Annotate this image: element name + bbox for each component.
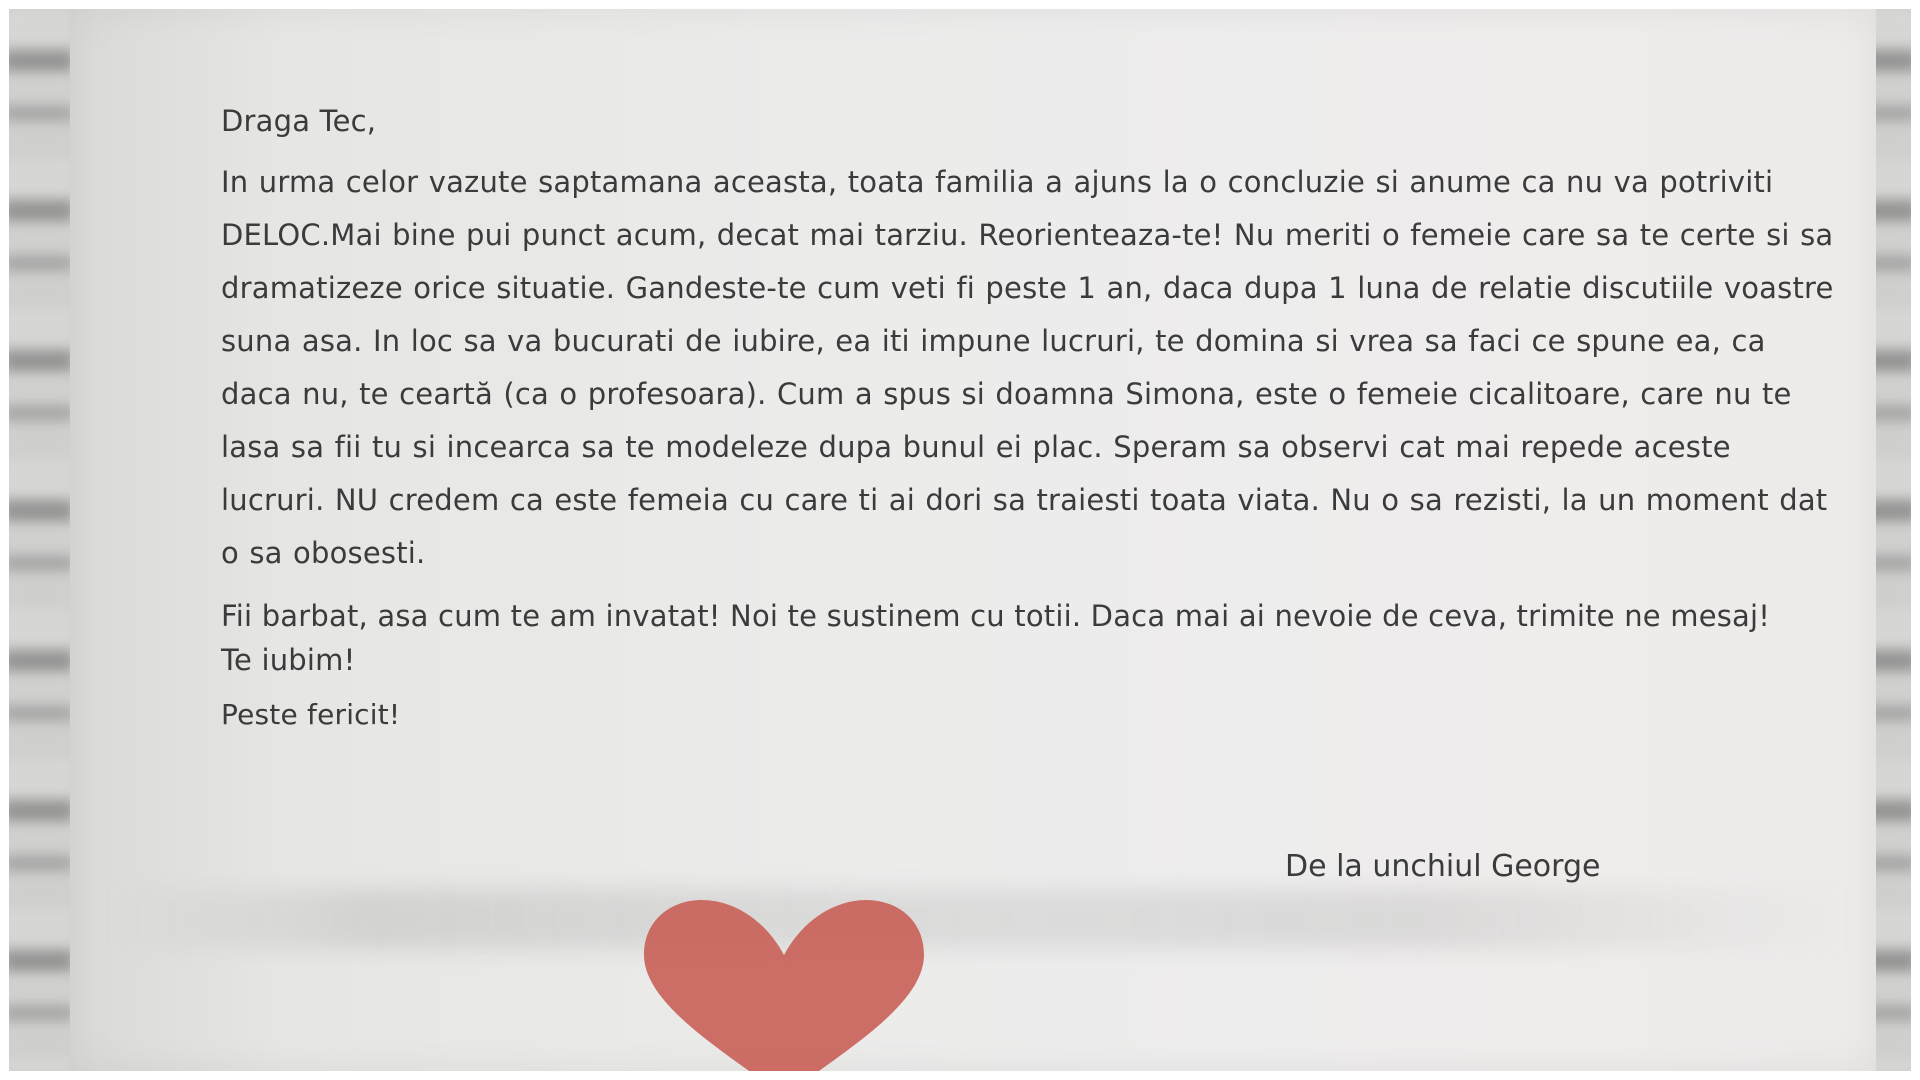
heart-icon (639, 897, 929, 1071)
letter-paragraph-1: In urma celor vazute saptamana aceasta, toata familia a ajuns la o concluzie si anume ca nu va potriviti DELOC.Mai bine pui punct acum, decat mai tarziu. Reorienteaza-te! Nu meriti o femeie care sa te certe si sa dramatizeze orice situatie. Gandeste-te cum veti fi peste 1 an, daca dupa 1 luna de relatie discutiile voastre suna asa. In loc sa va bucurati de iubire, ea iti impune lucruri, te domina si vrea sa faci ce spune ea, ca daca nu, te ceartă (ca o profesoara). Cum a spus si doamna Simona, este o femeie cicalitoare, care nu te lasa sa fii tu si incearca sa te modeleze dupa bunul ei plac. Speram sa observi cat mai repede aceste lucruri. NU credem ca este femeia cu care ti ai dori sa traiesti toata viata. Nu o sa rezisti, la un moment dat o sa obosesti. (221, 165, 1834, 570)
letter-closing: Peste fericit! (221, 698, 401, 731)
letter-salutation: Draga Tec, (221, 104, 377, 138)
letter-paragraph-2: Fii barbat, asa cum te am invatat! Noi te sustinem cu totii. Daca mai ai nevoie de ceva, trimite ne mesaj! Te iubim! (221, 599, 1771, 677)
paper-smudge (110, 889, 1850, 949)
letter-body (221, 104, 1841, 731)
letter-photograph (9, 9, 1911, 1071)
blurred-page-left (9, 9, 73, 1071)
letter-signature: De la unchiul George (1285, 849, 1601, 884)
